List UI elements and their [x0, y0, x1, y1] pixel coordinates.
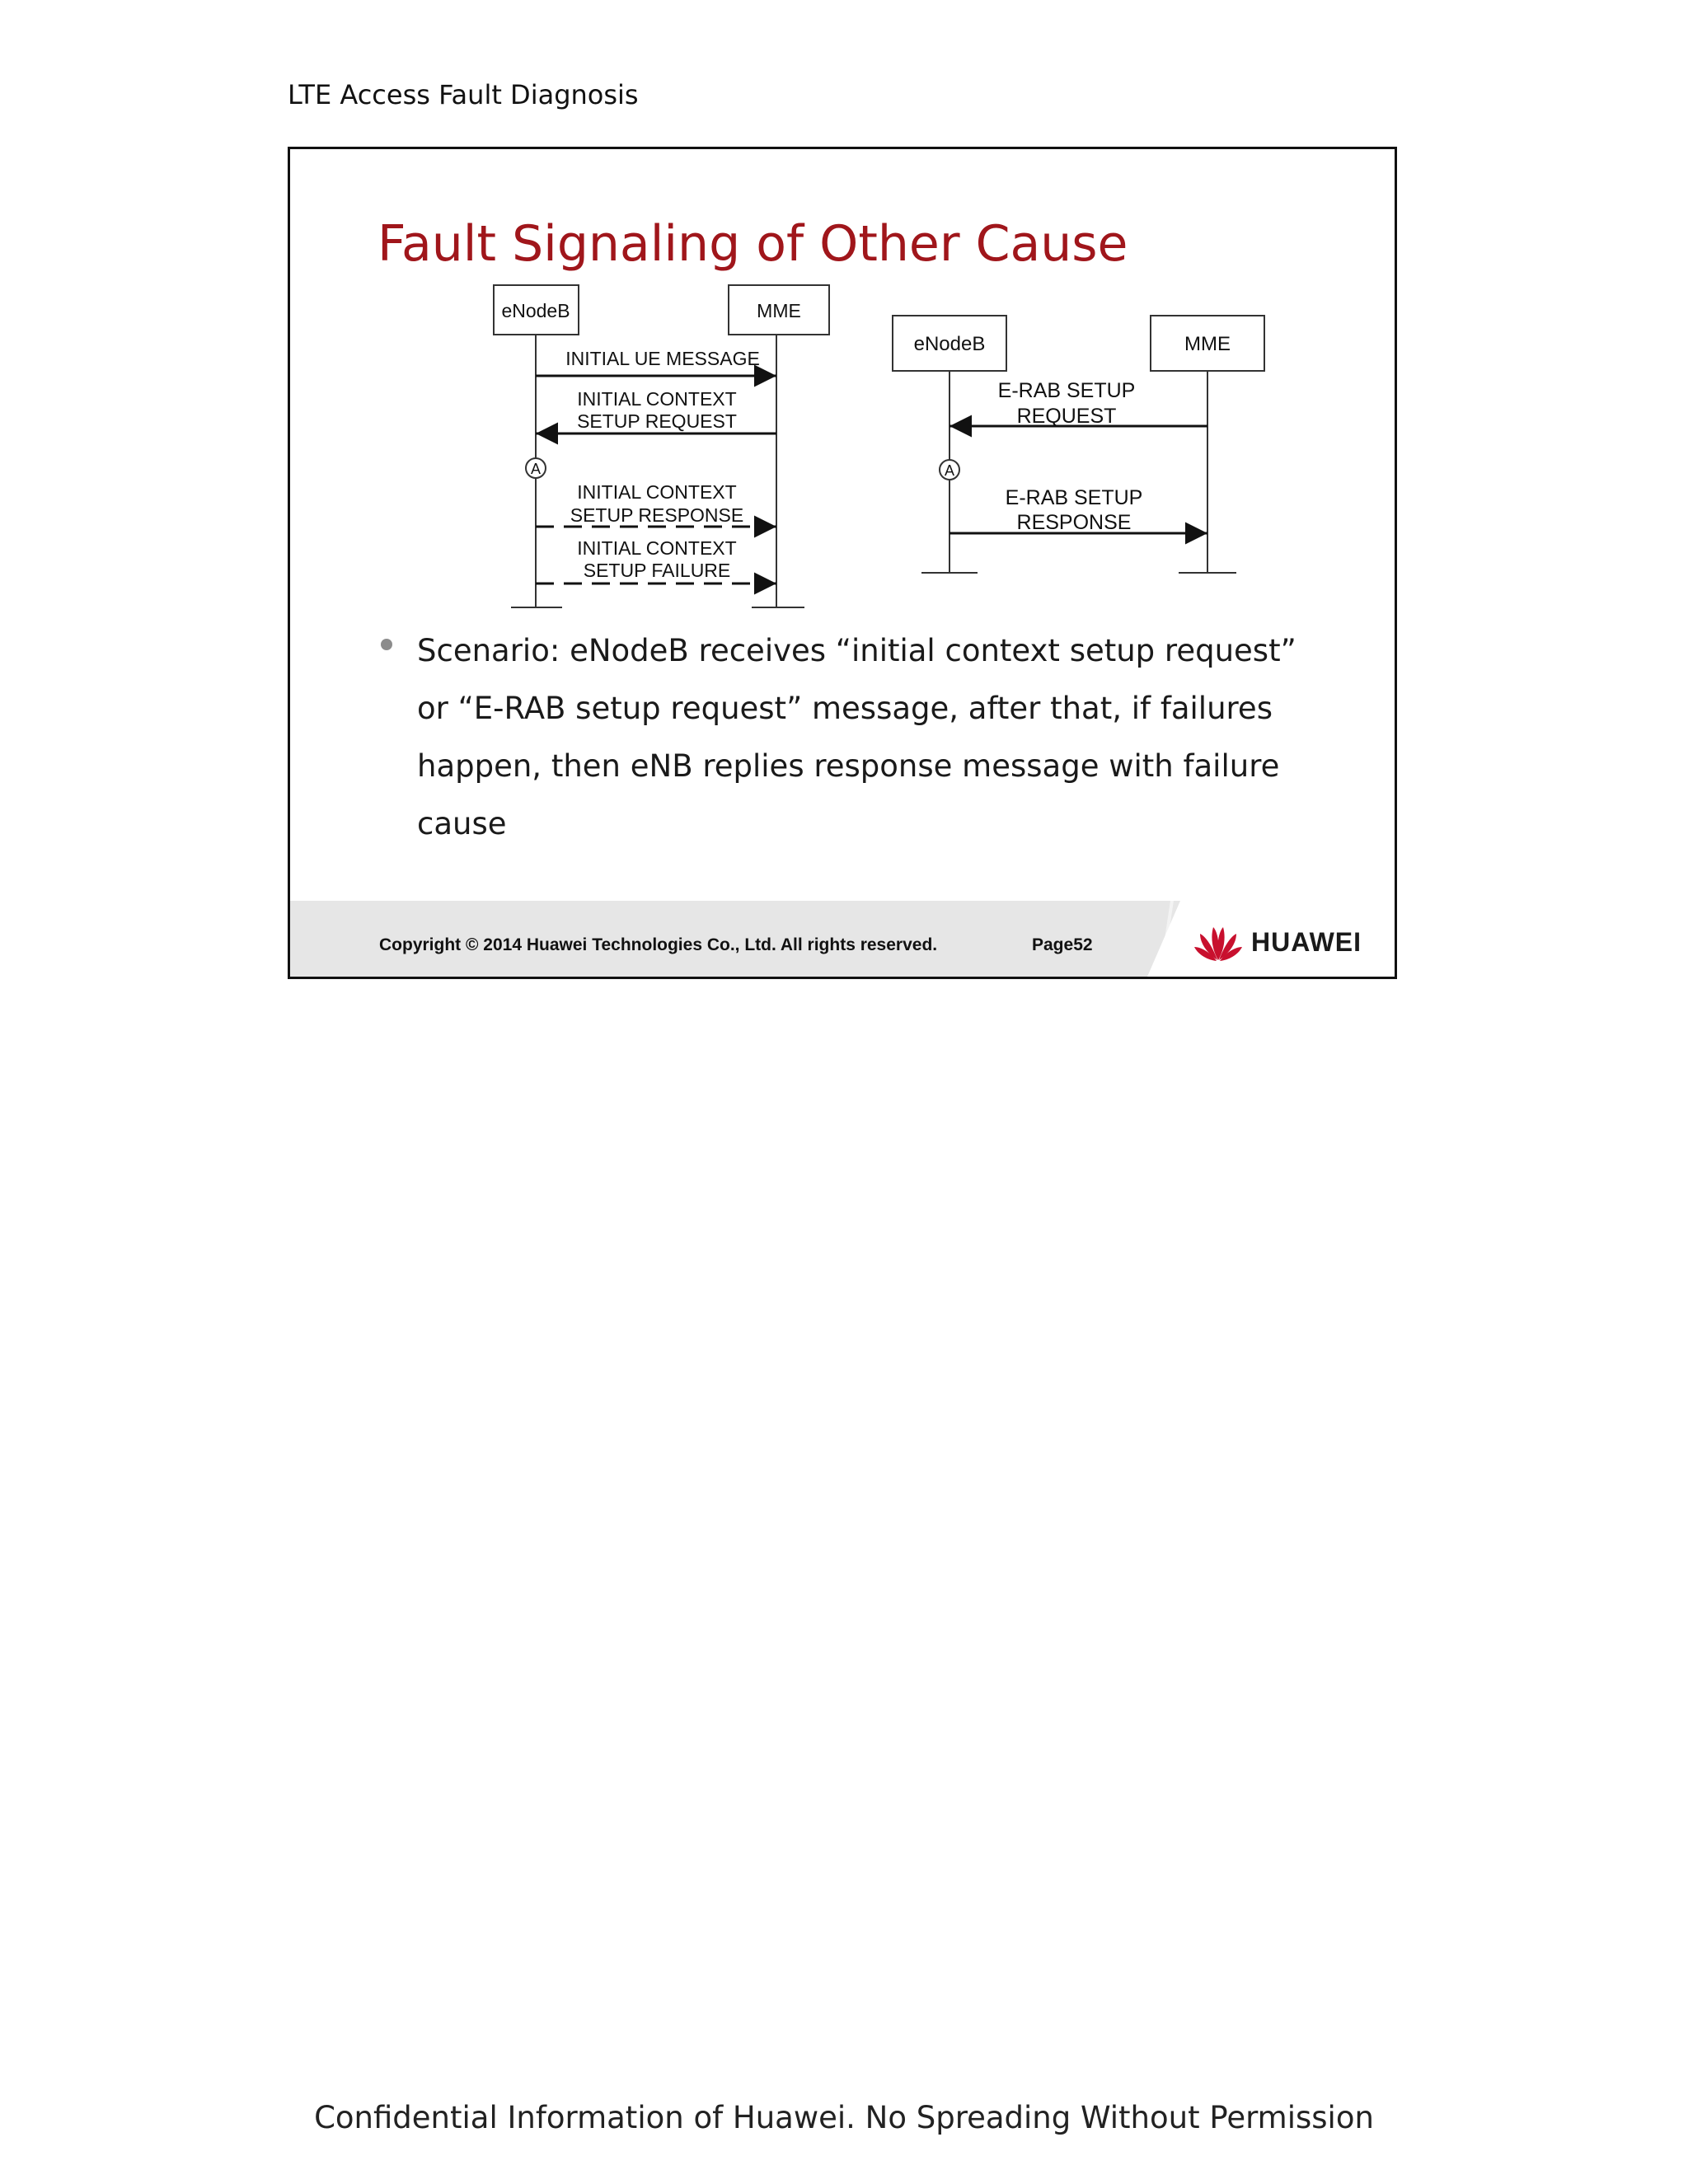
- left-mme-label: MME: [757, 300, 801, 321]
- bullet-dot-icon: [381, 639, 392, 650]
- left-msg-setup-request-2: SETUP REQUEST: [577, 410, 737, 432]
- left-enodeb-label: eNodeB: [501, 300, 570, 321]
- right-mme-label: MME: [1184, 333, 1231, 355]
- left-msg-setup-response-1: INITIAL CONTEXT: [577, 481, 737, 503]
- huawei-logo-word: HUAWEI: [1251, 926, 1362, 957]
- left-marker-a-label: A: [530, 461, 542, 477]
- huawei-flower-icon: [1193, 922, 1243, 962]
- right-enodeb-label: eNodeB: [913, 333, 986, 355]
- copyright-text: Copyright © 2014 Huawei Technologies Co., Ltd. All rights reserved.: [379, 935, 938, 954]
- right-msg-erab-request-1: E-RAB SETUP: [997, 379, 1136, 402]
- page-number: Page52: [1032, 935, 1093, 954]
- bullet-list: [381, 622, 1329, 853]
- left-sequence-diagram: [494, 285, 829, 607]
- right-sequence-diagram: [893, 316, 1264, 573]
- right-msg-erab-response-2: RESPONSE: [1016, 511, 1132, 534]
- left-msg-setup-failure-1: INITIAL CONTEXT: [577, 537, 737, 559]
- bullet-item: Scenario: eNodeB receives “initial context setup request” or “E-RAB setup request” message, after that, if failures happen, then eNB replies response message with failure cause: [417, 633, 1296, 841]
- running-header: LTE Access Fault Diagnosis: [288, 79, 639, 110]
- left-msg-initial-ue: INITIAL UE MESSAGE: [565, 348, 760, 369]
- confidential-notice: Confidential Information of Huawei. No Spreading Without Permission: [314, 2100, 1374, 2135]
- slide-footer: [290, 901, 1395, 977]
- slide: [288, 147, 1397, 979]
- left-msg-setup-failure-2: SETUP FAILURE: [583, 560, 731, 581]
- right-msg-erab-request-2: REQUEST: [1016, 405, 1117, 428]
- huawei-logo: [1193, 922, 1362, 962]
- signaling-diagrams: [290, 149, 1395, 644]
- left-msg-setup-request-1: INITIAL CONTEXT: [577, 388, 737, 410]
- right-marker-a-label: A: [944, 462, 955, 479]
- slide-title: Fault Signaling of Other Cause: [377, 215, 1128, 273]
- right-msg-erab-response-1: E-RAB SETUP: [1005, 486, 1143, 509]
- left-msg-setup-response-2: SETUP RESPONSE: [570, 504, 744, 526]
